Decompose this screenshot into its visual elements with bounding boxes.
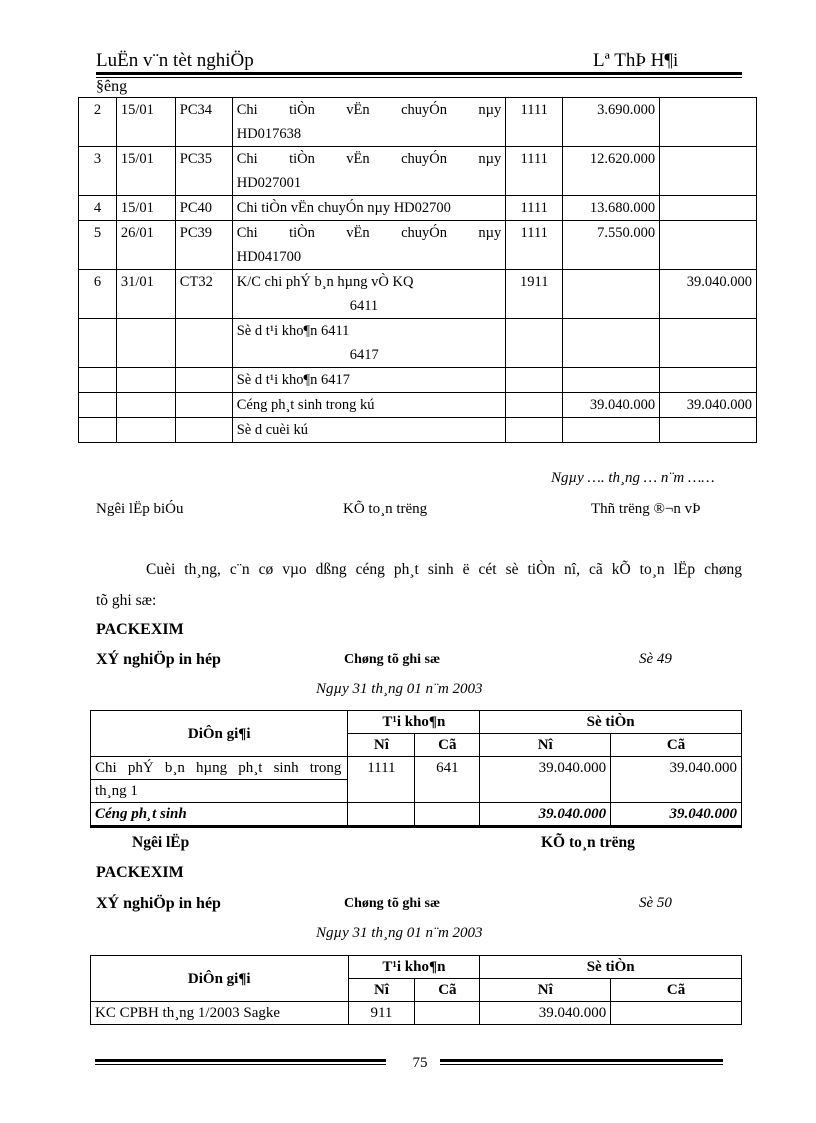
footer-rule-right-thick xyxy=(440,1059,723,1062)
ledger-cell-description xyxy=(232,270,506,319)
ledger-cell-debit: 12.620.000 xyxy=(563,147,660,196)
ledger-description-line1: Sè d t¹i kho¶n 6411 xyxy=(236,323,350,339)
ledger-description-line1: Chi tiÒn vËn chuyÓn nµy xyxy=(236,102,502,118)
ledger-cell-credit xyxy=(660,147,757,196)
v50-header-acct-debit: Nî xyxy=(348,979,415,1002)
v49-row-acct-debit: 1111 xyxy=(348,757,415,803)
ledger-cell-account: 1111 xyxy=(506,196,563,221)
ledger-cell-credit: 39.040.000 xyxy=(660,393,757,418)
ledger-cell-debit xyxy=(563,319,660,368)
voucher-50-title: Chøng tõ ghi sæ xyxy=(344,896,441,911)
ledger-cell-credit xyxy=(660,196,757,221)
v50-row-explanation: KC CPBH th¸ng 1/2003 Sagke xyxy=(91,1002,349,1025)
ledger-cell-account xyxy=(506,418,563,443)
v49-row-amt-credit: 39.040.000 xyxy=(611,757,742,803)
v50-header-amt-debit: Nî xyxy=(480,979,611,1002)
ledger-description-line2: 6417 xyxy=(349,347,379,363)
ledger-cell-debit xyxy=(563,418,660,443)
ledger-cell-credit xyxy=(660,368,757,393)
ledger-cell-doc: PC40 xyxy=(175,196,232,221)
voucher-49-sign-chief: KÕ to¸n trëng xyxy=(541,834,635,851)
v49-row-explanation-line2: th¸ng 1 xyxy=(91,780,348,803)
thesis-title: LuËn v¨n tèt nghiÖp xyxy=(96,50,254,71)
v50-header-account: T¹i kho¶n xyxy=(348,956,480,979)
voucher-49-sign-preparer: Ngêi lËp xyxy=(132,834,190,851)
table-row xyxy=(79,147,757,196)
voucher-50-company: PACKEXIM xyxy=(96,864,184,881)
ledger-cell-date: 31/01 xyxy=(116,270,175,319)
footer-rule-left-thin xyxy=(95,1064,386,1065)
ledger-cell-no xyxy=(79,368,117,393)
ledger-cell-account xyxy=(506,368,563,393)
ledger-cell-credit: 39.040.000 xyxy=(660,270,757,319)
ledger-cell-account: 1911 xyxy=(506,270,563,319)
ledger-description-line2: HD027001 xyxy=(236,175,302,191)
ledger-cell-no xyxy=(79,393,117,418)
v50-row-amt-debit: 39.040.000 xyxy=(480,1002,611,1025)
v49-header-amt-debit: Nî xyxy=(480,734,611,757)
v49-total-empty-1 xyxy=(348,803,415,827)
ledger-description-line2: 6411 xyxy=(349,298,379,314)
ledger-cell-account xyxy=(506,393,563,418)
author-name: Lª ThÞ H¶i xyxy=(593,50,679,71)
ledger-cell-credit xyxy=(660,319,757,368)
ledger-cell-no: 2 xyxy=(79,98,117,147)
table-row-total xyxy=(91,803,742,827)
table-row xyxy=(79,368,757,393)
table-row xyxy=(79,196,757,221)
v49-total-label: Céng ph¸t sinh xyxy=(91,803,348,827)
table-row xyxy=(79,319,757,368)
ledger-description-line1: Chi tiÒn vËn chuyÓn nµy HD02700 xyxy=(236,200,451,216)
ledger-cell-debit: 39.040.000 xyxy=(563,393,660,418)
v49-row-explanation-line1: Chi phÝ b¸n hµng ph¸t sinh trong xyxy=(95,760,342,776)
ledger-cell-no xyxy=(79,418,117,443)
ledger-cell-date xyxy=(116,393,175,418)
ledger-cell-doc xyxy=(175,393,232,418)
ledger-cell-debit xyxy=(563,368,660,393)
v50-row-acct-debit: 911 xyxy=(348,1002,415,1025)
table-row xyxy=(79,98,757,147)
ledger-cell-account: 1111 xyxy=(506,98,563,147)
table-row xyxy=(79,418,757,443)
voucher-49-title: Chøng tõ ghi sæ xyxy=(344,652,441,667)
v49-row-acct-credit: 641 xyxy=(415,757,480,803)
voucher-49-table xyxy=(90,710,742,828)
paragraph-line-1: Cuèi th¸ng, c¨n cø vµo dßng céng ph¸t sinh ë cét sè tiÒn nî, cã kÕ to¸n lËp chøng xyxy=(146,561,742,578)
ledger-cell-date xyxy=(116,368,175,393)
voucher-50-date: Ngµy 31 th¸ng 01 n¨m 2003 xyxy=(316,925,483,941)
v49-header-amt-credit: Cã xyxy=(611,734,742,757)
ledger-cell-debit xyxy=(563,270,660,319)
ledger-table xyxy=(78,97,757,443)
ledger-cell-description xyxy=(232,98,506,147)
ledger-description-line2: HD041700 xyxy=(236,249,302,265)
ledger-cell-date: 15/01 xyxy=(116,147,175,196)
ledger-cell-no: 4 xyxy=(79,196,117,221)
sign-head-of-unit: Thñ trëng ®¬n vÞ xyxy=(591,501,701,517)
ledger-cell-no: 5 xyxy=(79,221,117,270)
ledger-cell-credit xyxy=(660,221,757,270)
footer-rule-right-thin xyxy=(440,1064,723,1065)
ledger-cell-account xyxy=(506,319,563,368)
table-row xyxy=(79,221,757,270)
ledger-cell-date xyxy=(116,418,175,443)
ledger-cell-debit: 13.680.000 xyxy=(563,196,660,221)
ledger-cell-description xyxy=(232,393,506,418)
v50-header-amount: Sè tiÒn xyxy=(480,956,742,979)
voucher-49-company: PACKEXIM xyxy=(96,621,184,638)
page-number: 75 xyxy=(412,1055,428,1071)
ledger-cell-date xyxy=(116,319,175,368)
ledger-cell-doc xyxy=(175,418,232,443)
ledger-cell-doc: PC39 xyxy=(175,221,232,270)
ledger-cell-debit: 3.690.000 xyxy=(563,98,660,147)
ledger-cell-account: 1111 xyxy=(506,147,563,196)
sign-preparer: Ngêi lËp biÓu xyxy=(96,501,184,517)
v49-header-explanation: DiÔn gi¶i xyxy=(91,711,348,757)
ledger-cell-doc: PC34 xyxy=(175,98,232,147)
ledger-cell-doc: CT32 xyxy=(175,270,232,319)
ledger-cell-account: 1111 xyxy=(506,221,563,270)
ledger-description-line1: Chi tiÒn vËn chuyÓn nµy xyxy=(236,151,502,167)
table-row xyxy=(79,270,757,319)
ledger-cell-doc xyxy=(175,368,232,393)
ledger-cell-doc: PC35 xyxy=(175,147,232,196)
ledger-cell-description xyxy=(232,319,506,368)
voucher-50-number: Sè 50 xyxy=(639,895,672,911)
v49-header-amount: Sè tiÒn xyxy=(480,711,742,734)
ledger-cell-no: 6 xyxy=(79,270,117,319)
v49-total-debit: 39.040.000 xyxy=(480,803,611,827)
v49-header-acct-debit: Nî xyxy=(348,734,415,757)
ledger-cell-date: 15/01 xyxy=(116,196,175,221)
ledger-cell-date: 26/01 xyxy=(116,221,175,270)
ledger-cell-doc xyxy=(175,319,232,368)
v49-row-explanation xyxy=(91,757,348,780)
ledger-description-line2: HD017638 xyxy=(236,126,302,142)
v50-header-explanation: DiÔn gi¶i xyxy=(91,956,349,1002)
ledger-description-line1: Céng ph¸t sinh trong kú xyxy=(236,397,375,413)
v50-row-acct-credit xyxy=(415,1002,480,1025)
ledger-cell-description xyxy=(232,196,506,221)
v50-row-amt-credit xyxy=(611,1002,742,1025)
footer-rule-left-thick xyxy=(95,1059,386,1062)
v49-header-account: T¹i kho¶n xyxy=(348,711,480,734)
v49-header-acct-credit: Cã xyxy=(415,734,480,757)
v50-header-acct-credit: Cã xyxy=(415,979,480,1002)
ledger-cell-credit xyxy=(660,98,757,147)
header-rule-thick xyxy=(96,72,742,75)
sign-date-line: Ngµy …. th¸ng … n¨m …… xyxy=(551,470,715,486)
paragraph-line-2: tõ ghi sæ: xyxy=(96,592,157,609)
ledger-cell-description xyxy=(232,221,506,270)
ledger-description-line1: Sè d t¹i kho¶n 6417 xyxy=(236,372,350,388)
voucher-49-date: Ngµy 31 th¸ng 01 n¨m 2003 xyxy=(316,681,483,697)
continuation-word: §êng xyxy=(96,78,128,95)
table-row xyxy=(79,393,757,418)
ledger-description-line1: Chi tiÒn vËn chuyÓn nµy xyxy=(236,225,502,241)
v49-total-credit: 39.040.000 xyxy=(611,803,742,827)
ledger-cell-no xyxy=(79,319,117,368)
voucher-49-number: Sè 49 xyxy=(639,651,672,667)
ledger-cell-description xyxy=(232,368,506,393)
voucher-50-unit: XÝ nghiÖp in hép xyxy=(96,895,221,912)
v50-header-amt-credit: Cã xyxy=(611,979,742,1002)
table-row xyxy=(91,1002,742,1025)
header-rule-thin xyxy=(96,77,742,78)
table-row xyxy=(91,757,742,780)
ledger-cell-credit xyxy=(660,418,757,443)
voucher-49-unit: XÝ nghiÖp in hép xyxy=(96,651,221,668)
ledger-cell-no: 3 xyxy=(79,147,117,196)
ledger-cell-description xyxy=(232,418,506,443)
ledger-cell-description xyxy=(232,147,506,196)
voucher-50-table xyxy=(90,955,742,1025)
ledger-cell-debit: 7.550.000 xyxy=(563,221,660,270)
ledger-description-line1: Sè d cuèi kú xyxy=(236,422,308,438)
ledger-cell-date: 15/01 xyxy=(116,98,175,147)
v49-row-amt-debit: 39.040.000 xyxy=(480,757,611,803)
sign-chief-accountant: KÕ to¸n trëng xyxy=(343,501,428,517)
v49-total-empty-2 xyxy=(415,803,480,827)
ledger-description-line1: K/C chi phÝ b¸n hµng vÒ KQ xyxy=(236,274,414,290)
